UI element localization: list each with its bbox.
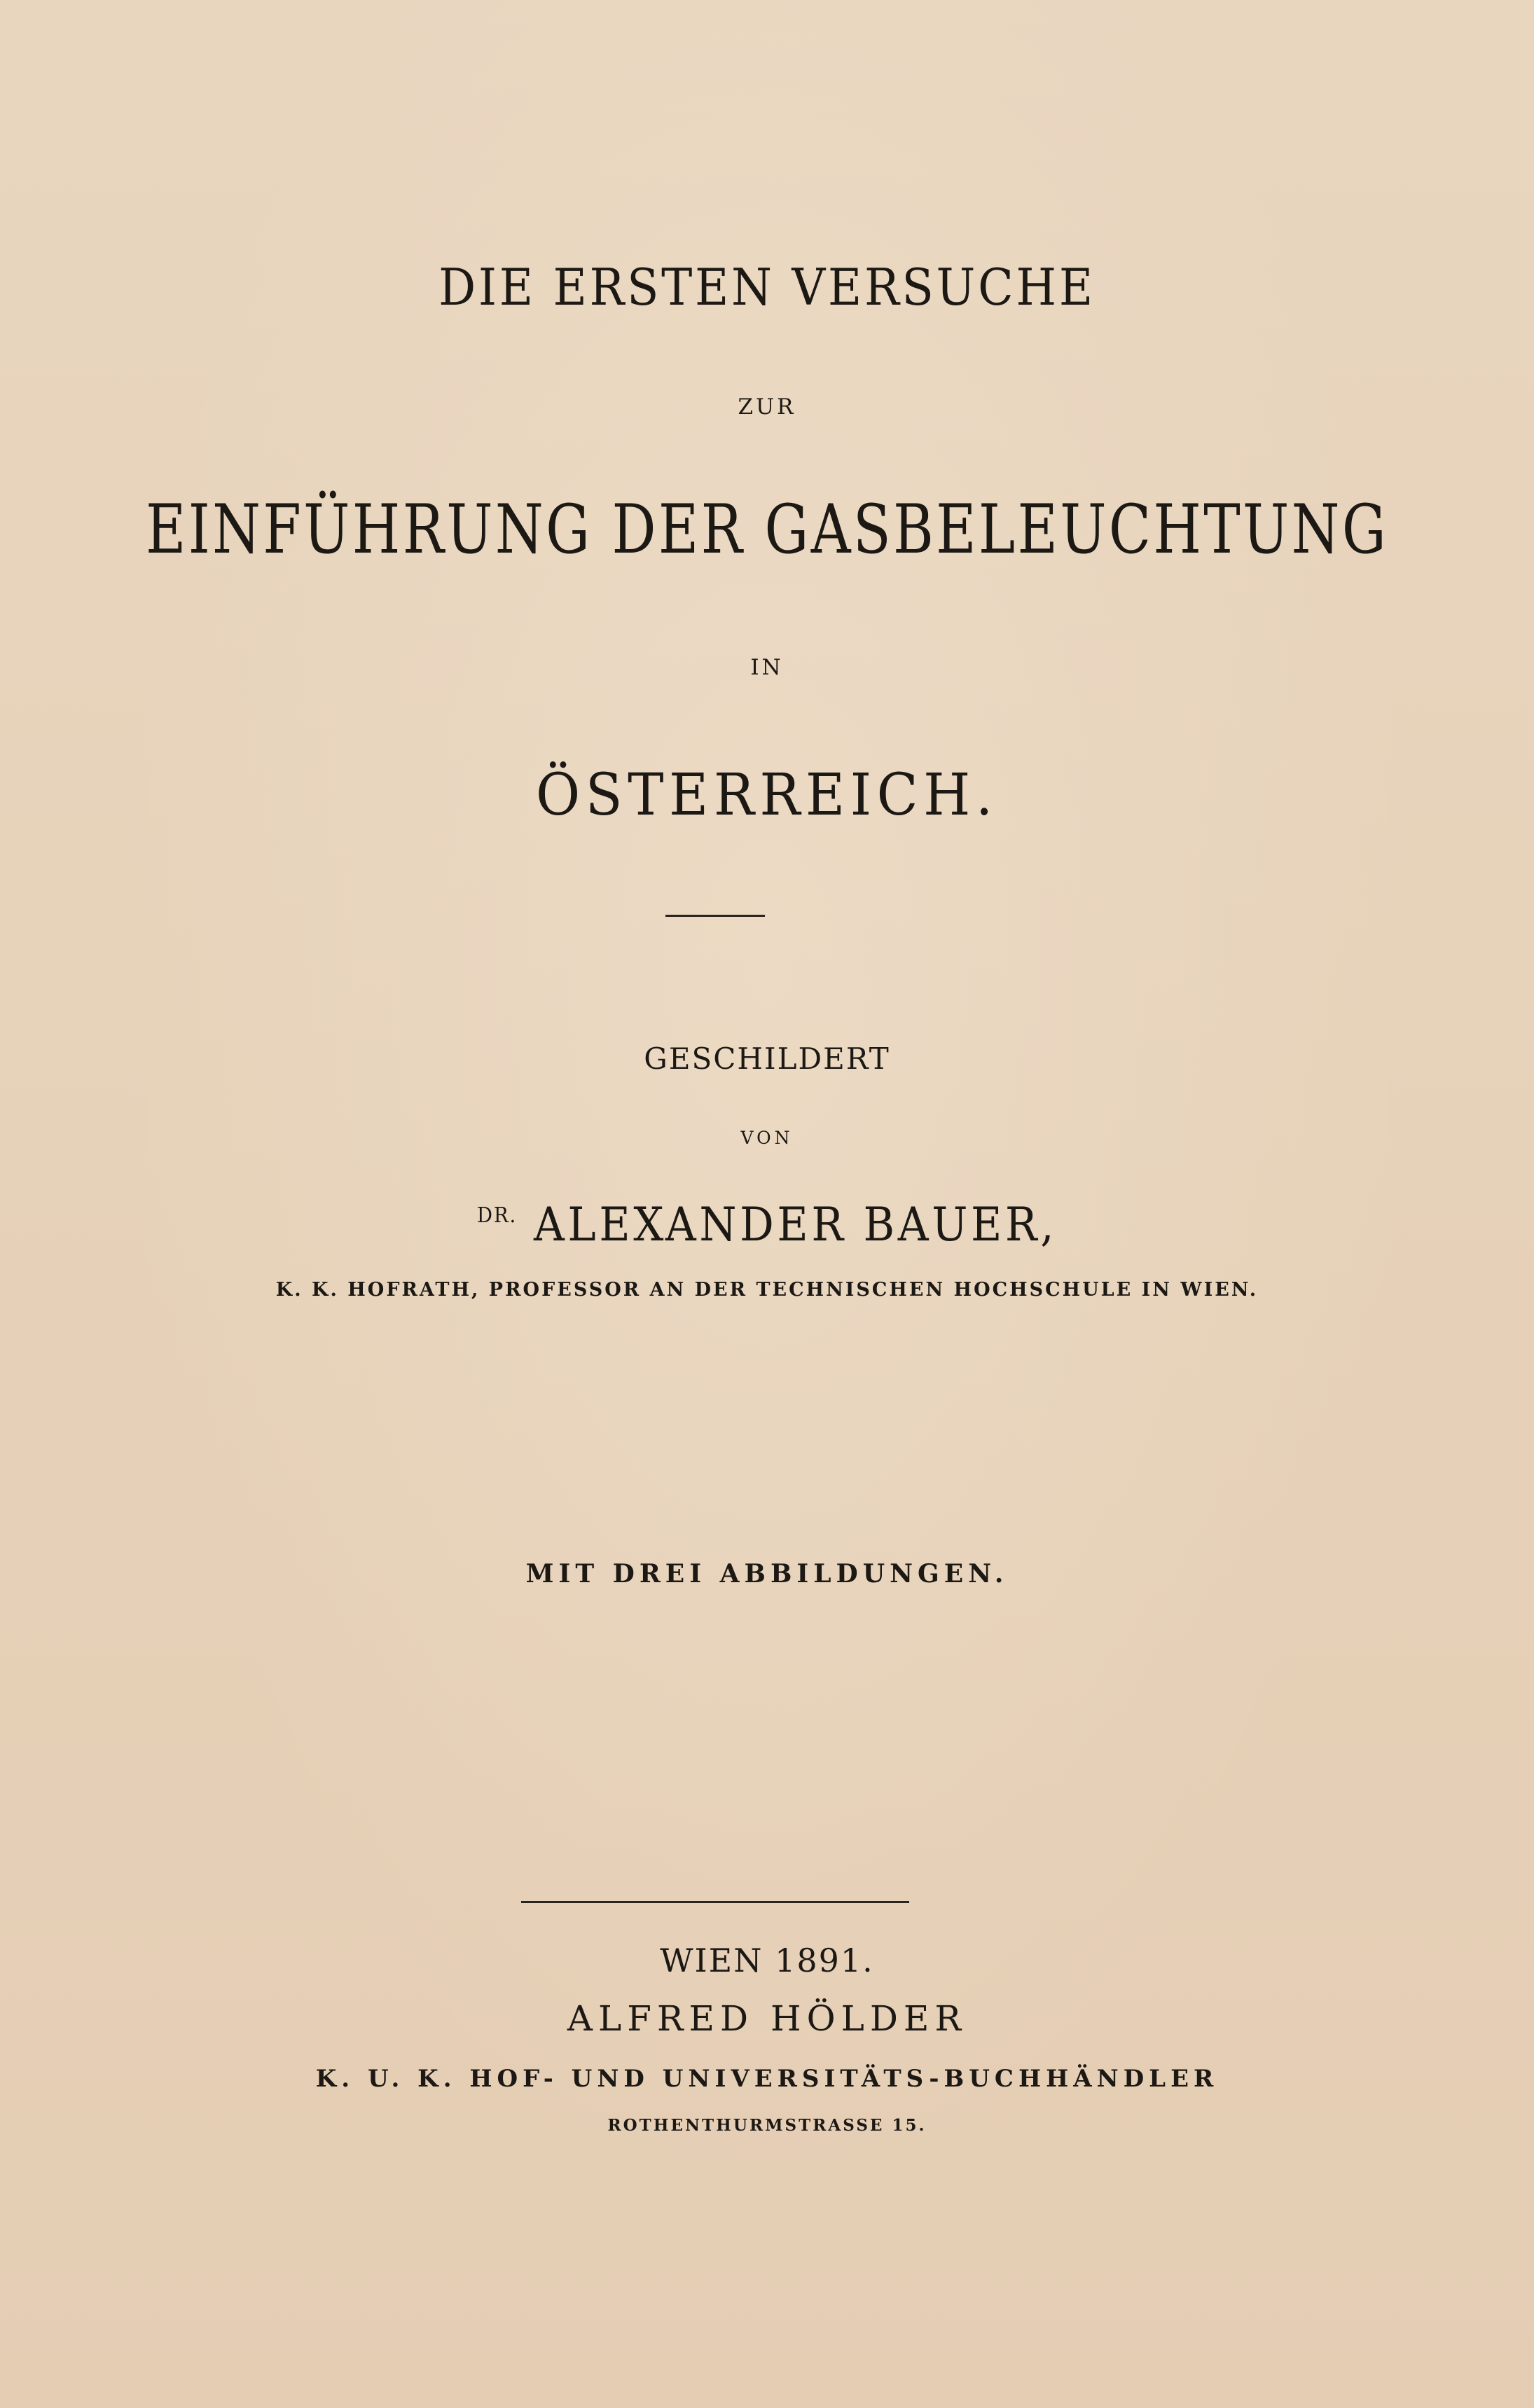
- author: [62, 1198, 1473, 1252]
- byline-geschildert: GESCHILDERT: [644, 1042, 890, 1076]
- illustrations-note: MIT DREI ABBILDUNGEN.: [525, 1559, 1009, 1589]
- author-affiliation: K. K. HOFRATH, PROFESSOR AN DER TECHNISCHEN HOCHSCHULE IN WIEN.: [275, 1279, 1259, 1301]
- author-name: ALEXANDER BAUER,: [533, 1198, 1058, 1252]
- author-title: DR.: [476, 1203, 518, 1228]
- imprint-place-year: WIEN 1891.: [660, 1942, 874, 1979]
- title-line-1: DIE ERSTEN VERSUCHE: [438, 258, 1096, 317]
- imprint-publisher-description: K. U. K. HOF- UND UNIVERSITÄTS-BUCHHÄNDLER: [315, 2065, 1219, 2093]
- byline-von: VON: [740, 1128, 794, 1148]
- title-line-3: ÖSTERREICH.: [536, 762, 998, 829]
- title-connector-in: IN: [750, 655, 784, 680]
- divider-long: [521, 1901, 909, 1903]
- imprint-address: ROTHENTHURMSTRASSE 15.: [607, 2116, 927, 2135]
- divider-short: [665, 915, 765, 917]
- title-line-2: EINFÜHRUNG DER GASBELEUCHTUNG: [146, 490, 1388, 569]
- imprint-publisher: ALFRED HÖLDER: [567, 1998, 967, 2039]
- title-connector-zur: ZUR: [738, 394, 796, 420]
